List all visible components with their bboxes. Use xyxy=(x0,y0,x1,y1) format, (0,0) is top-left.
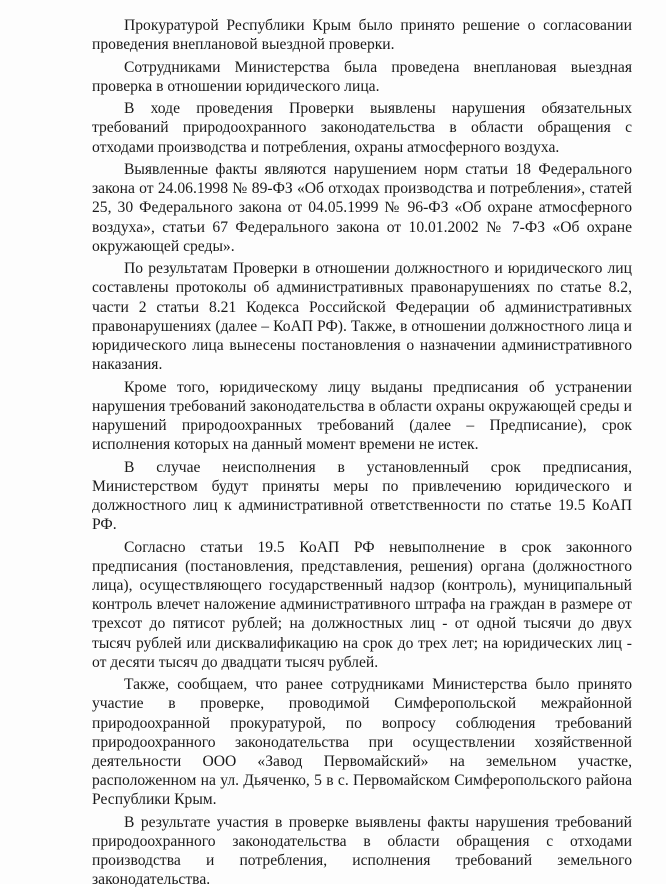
paragraph-9: Также, сообщаем, что ранее сотрудниками Министерства было принято участие в проверке, проводимой Симферопольской межрайонной природоохранной прокуратурой, по вопросу соблюдения требований природоохранного законодательства при осуществлении хозяйственной деятельности ООО «Завод Первомайский» на земельном участке, расположенном на ул. Дьяченко, 5 в с. Первомайском Симферопольского района Республики Крым. xyxy=(92,676,632,809)
paragraph-3: В ходе проведения Проверки выявлены нарушения обязательных требований природоохранного законодательства в области обращения с отходами производства и потребления, охраны атмосферного воздуха. xyxy=(92,100,632,156)
document-body xyxy=(92,16,632,893)
paragraph-2: Сотрудниками Министерства была проведена внеплановая выездная проверка в отношении юридического лица. xyxy=(92,58,632,95)
paragraph-10: В результате участия в проверке выявлены факты нарушения требований природоохранного законодательства в области обращения с отходами производства и потребления, исполнения требований земельного законодательства. xyxy=(92,813,632,889)
paragraph-5: По результатам Проверки в отношении должностного и юридического лиц составлены протоколы об административных правонарушениях по статье 8.2, части 2 статьи 8.21 Кодекса Российской Федерации об административных правонарушениях (далее – КоАП РФ). Также, в отношении должностного лица и юридического лица вынесены постановления о назначении административного наказания. xyxy=(92,260,632,374)
paragraph-7: В случае неисполнения в установленный срок предписания, Министерством будут приняты меры по привлечению юридического и должностного лиц к административной ответственности по статье 19.5 КоАП РФ. xyxy=(92,458,632,534)
paragraph-6: Кроме того, юридическому лицу выданы предписания об устранении нарушения требований законодательства в области охраны окружающей среды и нарушений природоохранных требований (далее – Предписание), срок исполнения которых на данный момент времени не истек. xyxy=(92,378,632,454)
paragraph-4: Выявленные факты являются нарушением норм статьи 18 Федерального закона от 24.06.1998 № 89-ФЗ «Об отходах производства и потребления», статей 25, 30 Федерального закона от 04.05.1999 № 96-ФЗ «Об охране атмосферного воздуха», статьи 67 Федерального закона от 10.01.2002 № 7-ФЗ «Об охране окружающей среды». xyxy=(92,160,632,255)
paragraph-1: Прокуратурой Республики Крым было принято решение о согласовании проведения внеплановой выездной проверки. xyxy=(92,17,632,54)
paragraph-8: Согласно статьи 19.5 КоАП РФ невыполнение в срок законного предписания (постановления, представления, решения) органа (должностного лица), осуществляющего государственный надзор (контроль), муниципальный контроль влечет наложение административного штрафа на граждан в размере от трехсот до пятисот рублей; на должностных лиц - от одной тысячи до двух тысяч рублей или дисквалификацию на срок до трех лет; на юридических лиц - от десяти тысяч до двадцати тысяч рублей. xyxy=(92,538,632,671)
